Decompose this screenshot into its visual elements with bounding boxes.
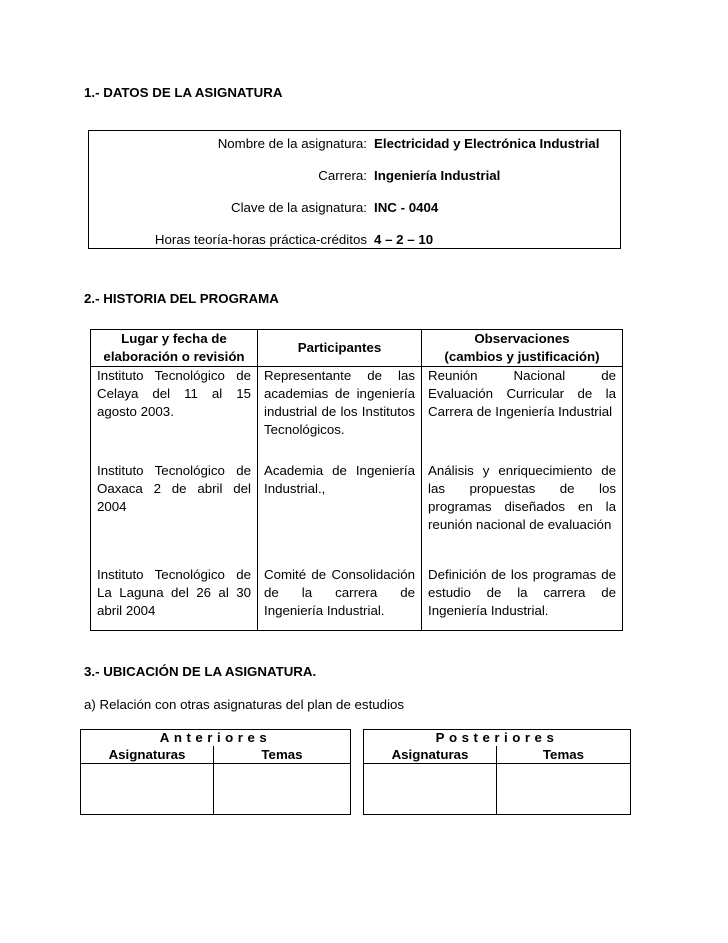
section-2-heading: 2.- HISTORIA DEL PROGRAMA [84, 291, 279, 306]
observaciones-cell: Reunión Nacional de Evaluación Curricular de la Carrera de Ingeniería Industrial [422, 367, 623, 462]
posteriores-asignaturas-header: Asignaturas [364, 746, 497, 764]
carrera-value: Ingeniería Industrial [374, 168, 501, 183]
historia-table [90, 329, 623, 631]
anteriores-temas-header: Temas [214, 746, 351, 764]
participantes-header: Participantes [258, 330, 422, 367]
historia-header-row [91, 330, 623, 367]
relacion-subheading: a) Relación con otras asignaturas del plan de estudios [84, 697, 405, 712]
posteriores-asignaturas-cell [364, 764, 497, 815]
datos-row [89, 200, 620, 220]
section-1-heading: 1.- DATOS DE LA ASIGNATURA [84, 85, 283, 100]
lugar-header-line2: elaboración o revisión [103, 349, 245, 364]
participantes-cell: Representante de las academias de ingeniería industrial de los Institutos Tecnológicos. [258, 367, 422, 462]
datos-row [89, 232, 620, 252]
datos-asignatura-box [88, 130, 621, 249]
anteriores-table [80, 729, 351, 815]
lugar-header-line1: Lugar y fecha de [121, 331, 227, 346]
posteriores-temas-cell [497, 764, 631, 815]
observaciones-header-line2: (cambios y justificación) [444, 349, 600, 364]
anteriores-asignaturas-cell [81, 764, 214, 815]
clave-value: INC - 0404 [374, 200, 439, 215]
datos-row [89, 168, 620, 188]
horas-label: Horas teoría-horas práctica-créditos [154, 232, 367, 247]
horas-value: 4 – 2 – 10 [374, 232, 434, 247]
lugar-cell: Instituto Tecnológico de Oaxaca 2 de abril del 2004 [91, 462, 258, 566]
table-row [91, 566, 623, 631]
nombre-value: Electricidad y Electrónica Industrial [374, 136, 600, 151]
anteriores-title: Anteriores [81, 730, 351, 747]
lugar-cell: Instituto Tecnológico de La Laguna del 26 al 30 abril 2004 [91, 566, 258, 631]
observaciones-cell: Análisis y enriquecimiento de las propuestas de los programas diseñados en la reunión nacional de evaluación [422, 462, 623, 566]
datos-row [89, 136, 620, 156]
lugar-cell: Instituto Tecnológico de Celaya del 11 al 15 agosto 2003. [91, 367, 258, 462]
anteriores-asignaturas-header: Asignaturas [81, 746, 214, 764]
anteriores-temas-cell [214, 764, 351, 815]
posteriores-title: Posteriores [364, 730, 631, 747]
participantes-cell: Comité de Consolidación de la carrera de Ingeniería Industrial. [258, 566, 422, 631]
section-3-heading: 3.- UBICACIÓN DE LA ASIGNATURA. [84, 664, 317, 679]
carrera-label: Carrera: [318, 168, 367, 183]
table-row [91, 462, 623, 566]
lugar-header [91, 330, 258, 367]
clave-label: Clave de la asignatura: [230, 200, 367, 215]
observaciones-header [422, 330, 623, 367]
participantes-cell: Academia de Ingeniería Industrial., [258, 462, 422, 566]
posteriores-table [363, 729, 631, 815]
observaciones-header-line1: Observaciones [474, 331, 570, 346]
observaciones-cell: Definición de los programas de estudio de la carrera de Ingeniería Industrial. [422, 566, 623, 631]
table-row [91, 367, 623, 462]
posteriores-temas-header: Temas [497, 746, 631, 764]
nombre-label: Nombre de la asignatura: [217, 136, 367, 151]
